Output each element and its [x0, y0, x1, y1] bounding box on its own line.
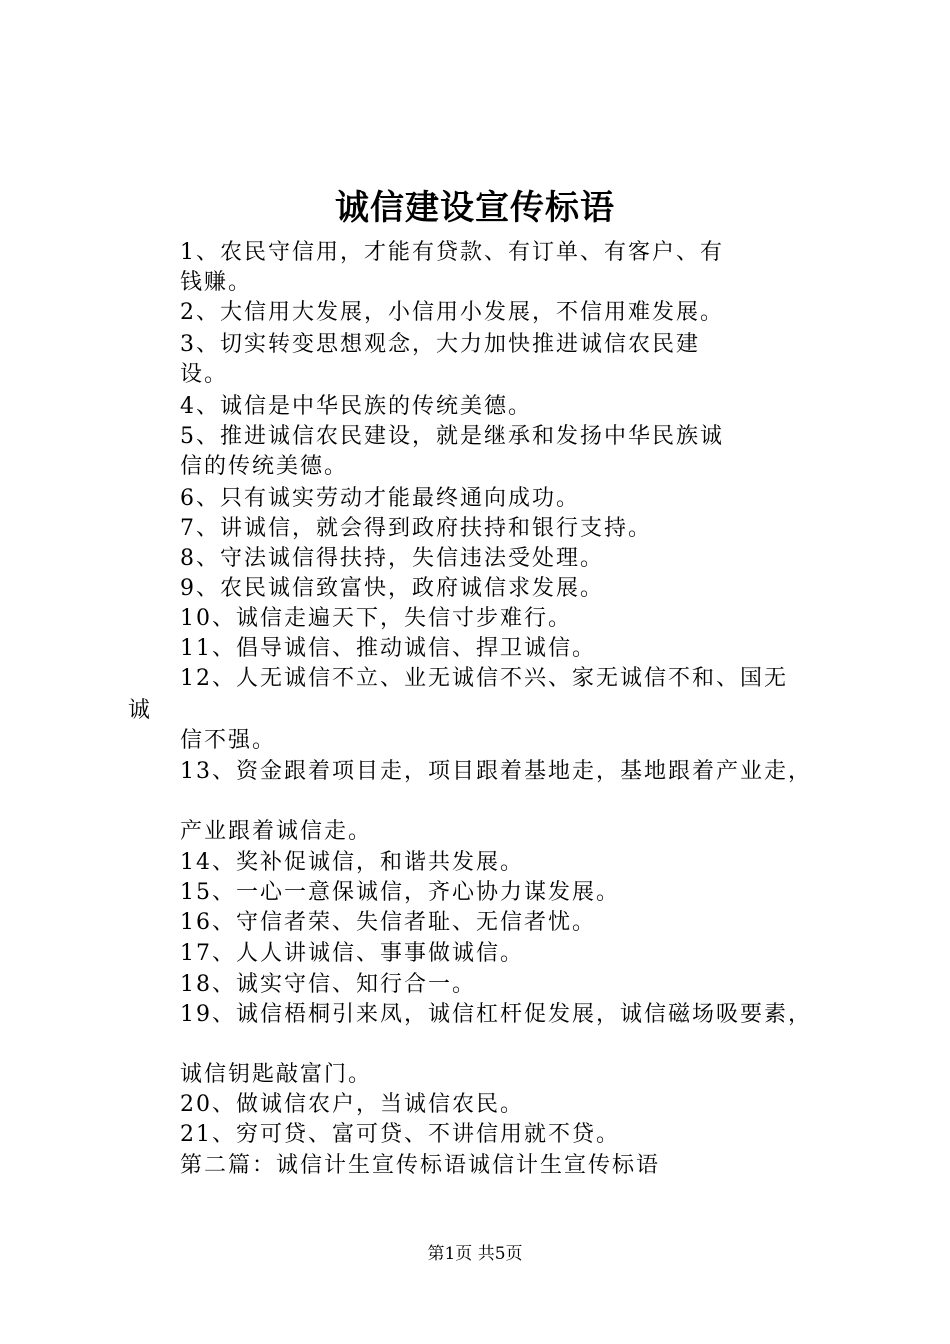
- text-line: 6、只有诚实劳动才能最终通向成功。: [180, 486, 580, 511]
- text-line: 信的传统美德。: [180, 454, 349, 479]
- text-line: 14、奖补促诚信，和谐共发展。: [180, 850, 524, 875]
- text-line: 设。: [180, 362, 229, 387]
- text-line: 12、人无诚信不立、业无诚信不兴、家无诚信不和、国无: [180, 666, 788, 691]
- text-line: 2、大信用大发展，小信用小发展，不信用难发展。: [180, 300, 724, 325]
- text-line: 10、诚信走遍天下，失信寸步难行。: [180, 606, 572, 631]
- text-line: 18、诚实守信、知行合一。: [180, 972, 476, 997]
- text-line: 13、资金跟着项目走，项目跟着基地走，基地跟着产业走，: [180, 759, 812, 784]
- text-line: 3、切实转变思想观念，大力加快推进诚信农民建: [180, 332, 700, 357]
- document-title: 诚信建设宣传标语: [335, 188, 615, 228]
- text-line: 21、穷可贷、富可贷、不讲信用就不贷。: [180, 1122, 620, 1147]
- text-line: 20、做诚信农户，当诚信农民。: [180, 1092, 524, 1117]
- text-line: 产业跟着诚信走。: [180, 819, 373, 844]
- text-line: 19、诚信梧桐引来凤，诚信杠杆促发展，诚信磁场吸要素，: [180, 1002, 812, 1027]
- text-line: 11、倡导诚信、推动诚信、捍卫诚信。: [180, 636, 596, 661]
- text-line: 诚: [128, 698, 153, 723]
- text-line: 5、推进诚信农民建设，就是继承和发扬中华民族诚: [180, 424, 724, 449]
- text-line: 诚信钥匙敲富门。: [180, 1062, 373, 1087]
- text-line: 1、农民守信用，才能有贷款、有订单、有客户、有: [180, 240, 724, 265]
- page-footer: 第1页 共5页: [427, 1244, 523, 1264]
- text-line: 钱赚。: [180, 270, 253, 295]
- text-line: 16、守信者荣、失信者耻、无信者忧。: [180, 910, 596, 935]
- text-line: 7、讲诚信，就会得到政府扶持和银行支持。: [180, 516, 652, 541]
- text-line: 17、人人讲诚信、事事做诚信。: [180, 941, 524, 966]
- text-line: 第二篇：诚信计生宣传标语诚信计生宣传标语: [180, 1153, 661, 1178]
- text-line: 信不强。: [180, 728, 277, 753]
- text-line: 9、农民诚信致富快，政府诚信求发展。: [180, 576, 604, 601]
- text-line: 15、一心一意保诚信，齐心协力谋发展。: [180, 880, 620, 905]
- text-line: 8、守法诚信得扶持，失信违法受处理。: [180, 546, 604, 571]
- text-line: 4、诚信是中华民族的传统美德。: [180, 394, 532, 419]
